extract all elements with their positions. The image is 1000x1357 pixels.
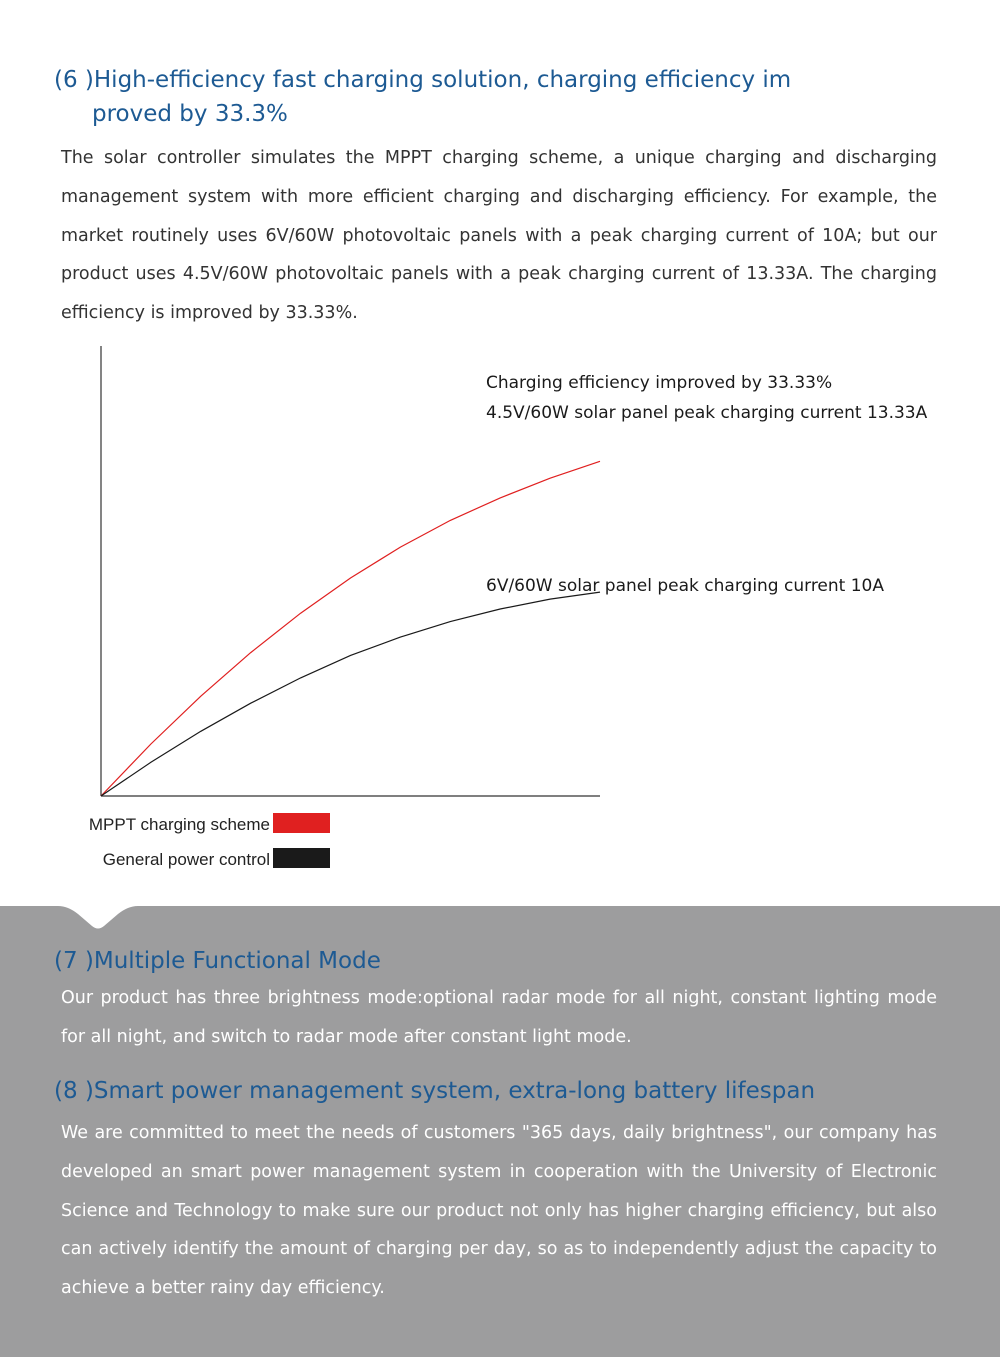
section-8-text: We are committed to meet the needs of customers "365 days, daily brightness", our company has developed an smart power management system in cooperation with the University of Electronic Science and Technology to make sure our product not only has higher charging efficiency, but also can actively identify the amount of charging per day, so as to independently adjust the capacity to achieve a better rainy day efficiency. <box>61 1123 937 1299</box>
legend-swatch-general <box>273 848 330 868</box>
mppt-annotation-line1: Charging efficiency improved by 33.33% <box>486 373 833 393</box>
legend-label-general: General power control <box>102 850 270 869</box>
section-6-title-line1: High-efficiency fast charging solution, charging efficiency im <box>93 67 792 93</box>
section-7-title: Multiple Functional Mode <box>93 948 381 974</box>
section-6-text: The solar controller simulates the MPPT charging scheme, a unique charging and discharging management system with more efficient charging and discharging efficiency. For example, the market routinely uses 6V/60W photovoltaic panels with a peak charging current of 10A; but our product uses 4.5V/60W photovoltaic panels with a peak charging current of 13.33A. The charging efficiency is improved by 33.33%. <box>61 148 937 324</box>
section-7-text: Our product has three brightness mode:optional radar mode for all night, constant lighting mode for all night, and switch to radar mode after constant light mode. <box>61 988 937 1047</box>
panel-notch <box>58 906 138 932</box>
gray-panel <box>0 906 1000 1357</box>
legend-label-mppt: MPPT charging scheme <box>88 815 270 834</box>
section-6-number: (6 ) <box>54 67 94 93</box>
series-line-mppt <box>101 461 600 796</box>
charging-chart <box>0 330 1000 890</box>
section-7-number: (7 ) <box>54 948 94 974</box>
section-6-title-line2: proved by 33.3% <box>92 101 288 127</box>
general-annotation: 6V/60W solar panel peak charging current 10A <box>486 576 884 596</box>
legend-swatch-mppt <box>273 813 330 833</box>
section-7-heading <box>54 944 381 978</box>
section-8-number: (8 ) <box>54 1078 94 1104</box>
mppt-annotation-line2: 4.5V/60W solar panel peak charging current 13.33A <box>486 403 928 423</box>
series-line-general <box>101 592 600 796</box>
section-6-heading <box>54 63 791 131</box>
section-8-title: Smart power management system, extra-long battery lifespan <box>93 1078 816 1104</box>
section-8-heading <box>54 1074 815 1108</box>
